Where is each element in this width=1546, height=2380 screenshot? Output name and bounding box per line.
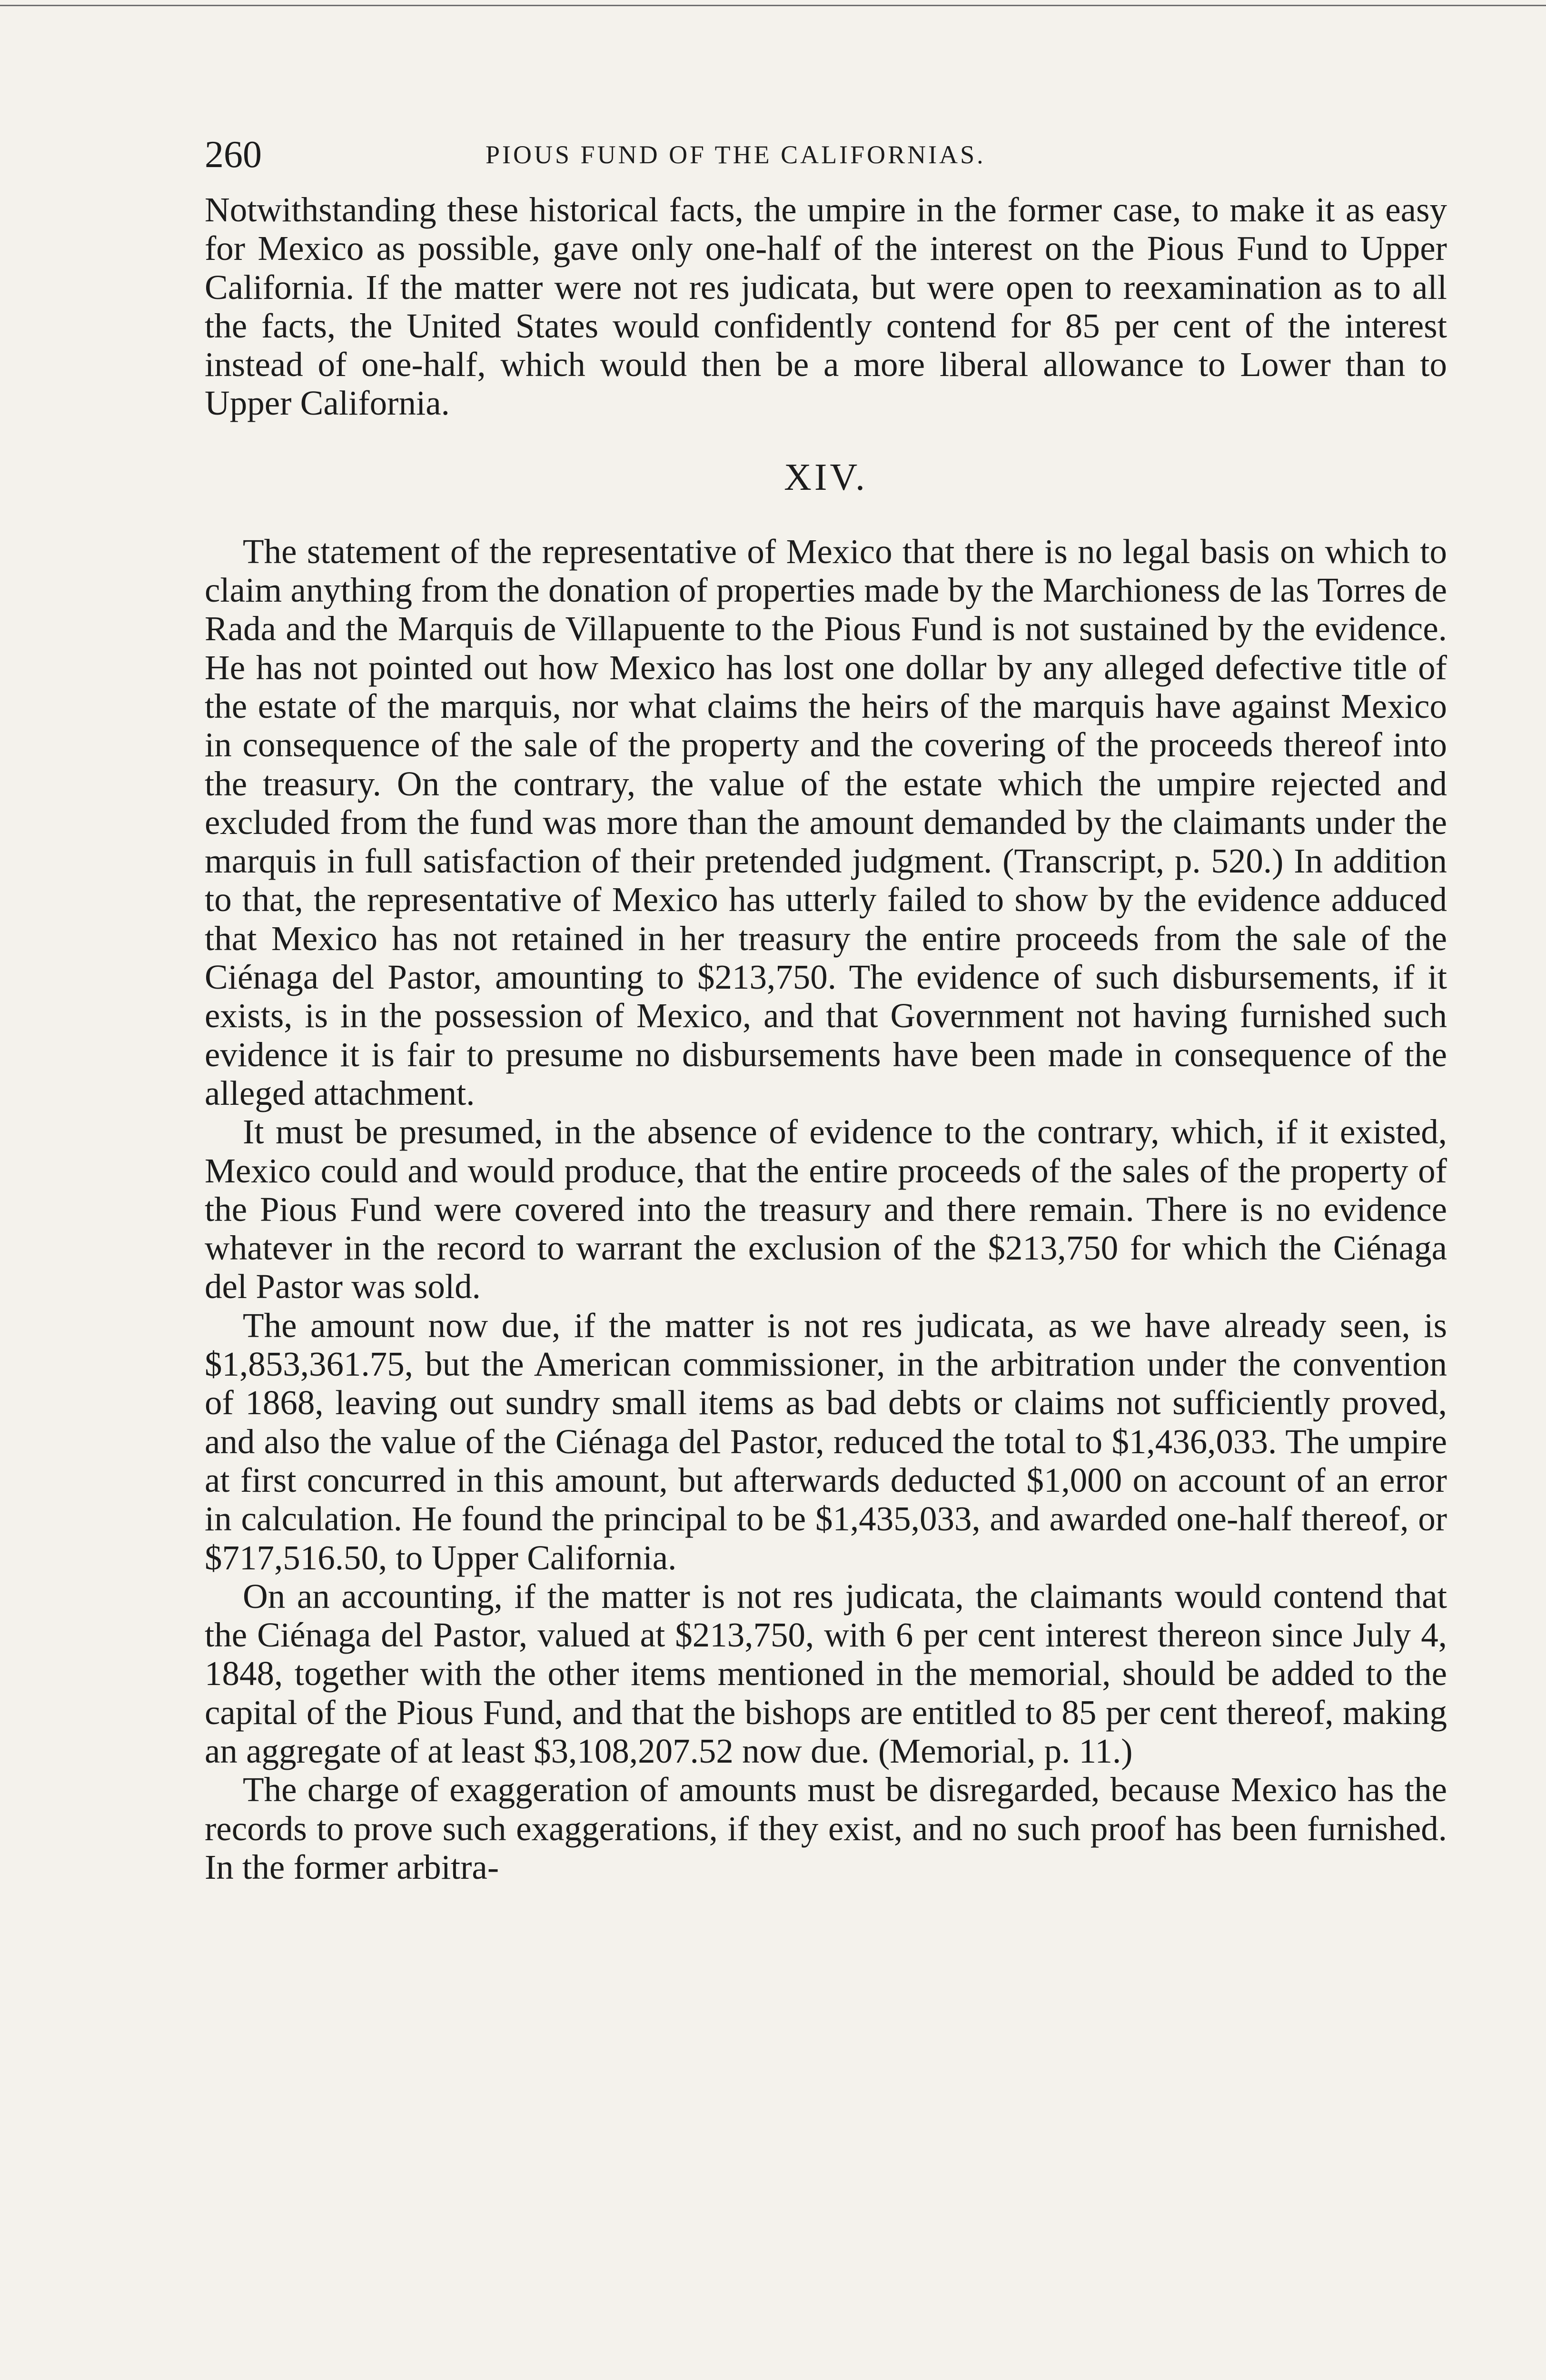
document-page [205,133,1447,1886]
running-head: PIOUS FUND OF THE CALIFORNIAS. [486,140,986,169]
top-edge-rule [0,5,1546,6]
paragraph-1: Notwithstanding these historical facts, the umpire in the former case, to make it as easy for Mexico as possible, gave only one-half of the interest on the Pious Fund to Upper California. If the matter were not res judicata, but were open to reexamination as to all the facts, the United States would confidently contend for 85 per cent of the interest instead of one-half, which would then be a more liberal allowance to Lower than to Upper California. [205,190,1447,423]
paragraph-5: On an accounting, if the matter is not res judicata, the claimants would contend that the Ciénaga del Pastor, valued at $213,750, with 6 per cent interest thereon since July 4, 1848, together with the other items mentioned in the memorial, should be added to the capital of the Pious Fund, and that the bishops are entitled to 85 per cent thereof, making an aggregate of at least $3,108,207.52 now due. (Memorial, p. 11.) [205,1577,1447,1770]
page-header [205,133,1447,190]
paragraph-6: The charge of exaggeration of amounts must be disregarded, because Mexico has the records to prove such exaggerations, if they exist, and no such proof has been furnished. In the former arbitra- [205,1770,1447,1886]
page-number: 260 [205,134,262,176]
paragraph-2: The statement of the representative of Mexico that there is no legal basis on which to claim anything from the donation of properties made by the Marchioness de las Torres de Rada and the Marquis de Villapuente to the Pious Fund is not sustained by the evidence. He has not pointed out how Mexico has lost one dollar by any alleged defective title of the estate of the marquis, nor what claims the heirs of the marquis have against Mexico in consequence of the sale of the property and the covering of the proceeds thereof into the treasury. On the contrary, the value of the estate which the umpire rejected and excluded from the fund was more than the amount demanded by the claimants under the marquis in full satisfaction of their pretended judgment. (Transcript, p. 520.) In addition to that, the representative of Mexico has utterly failed to show by the evidence adduced that Mexico has not retained in her treasury the entire proceeds from the sale of the Ciénaga del Pastor, amounting to $213,750. The evidence of such disbursements, if it exists, is in the possession of Mexico, and that Government not having furnished such evidence it is fair to presume no disbursements have been made in consequence of the alleged attachment. [205,532,1447,1112]
paragraph-4: The amount now due, if the matter is not res judicata, as we have already seen, is $1,853,361.75, but the American commissioner, in the arbitration under the convention of 1868, leaving out sundry small items as bad debts or claims not sufficiently proved, and also the value of the Ciénaga del Pastor, reduced the total to $1,436,033. The umpire at first concurred in this amount, but afterwards deducted $1,000 on account of an error in calculation. He found the principal to be $1,435,033, and awarded one-half thereof, or $717,516.50, to Upper California. [205,1306,1447,1577]
paragraph-3: It must be presumed, in the absence of evidence to the contrary, which, if it existed, Mexico could and would produce, that the entire proceeds of the sales of the property of the Pious Fund were covered into the treasury and there remain. There is no evidence whatever in the record to warrant the exclusion of the $213,750 for which the Ciénaga del Pastor was sold. [205,1112,1447,1306]
section-heading: XIV. [784,456,868,498]
